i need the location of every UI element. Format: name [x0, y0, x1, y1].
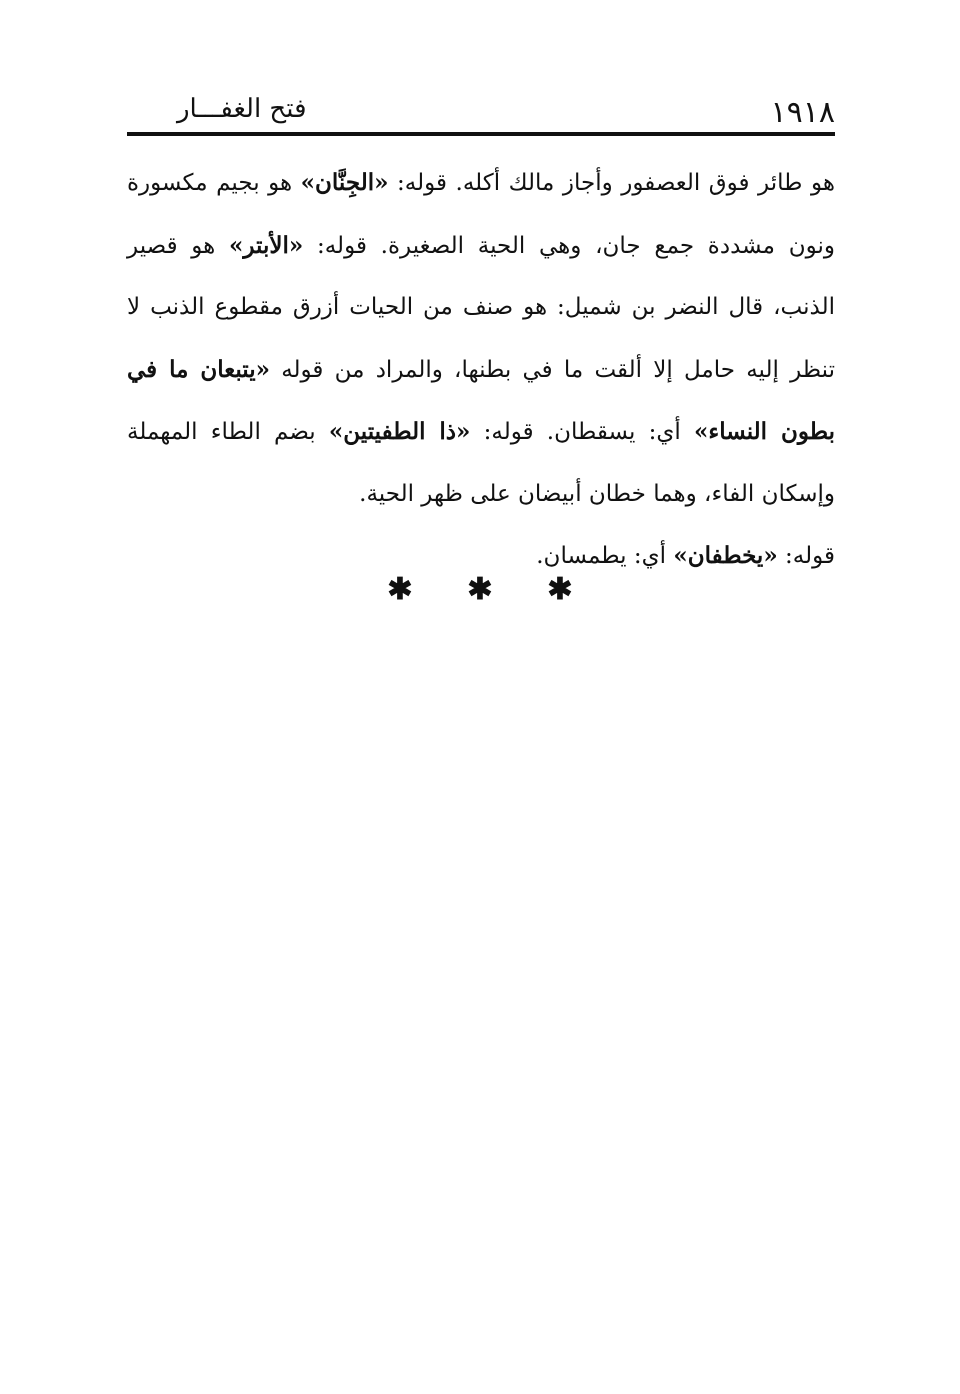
text-segment: أي: يطمسان. [536, 543, 674, 569]
text-segment: أي: يسقطان. قوله: [470, 419, 694, 445]
body-text [127, 152, 835, 588]
paragraph-commentary [127, 152, 835, 525]
quoted-term-abtar: «الأبتر» [228, 231, 304, 259]
section-separator [380, 572, 580, 608]
quoted-term-tufyatayn: «ذا الطفيتين» [328, 418, 471, 445]
asterisk-icon: ✱ [547, 572, 573, 607]
text-segment: هو بجيم مكسورة ونون مشددة جمع جان، وهي الحية الصغيرة. قوله: [127, 170, 835, 259]
page-number: ١٩١٨ [770, 95, 835, 130]
asterisk-icon: ✱ [467, 572, 493, 607]
asterisk-icon: ✱ [387, 572, 413, 607]
text-segment: قوله: [777, 543, 835, 569]
quoted-term-yakhtafan: «يخطفان» [673, 542, 778, 569]
text-segment: بضم الطاء المهملة وإسكان الفاء، وهما خطان أبيضان على ظهر الحية. [127, 419, 835, 507]
page-header [127, 92, 835, 132]
text-segment: هو طائر فوق العصفور وأجاز مالك أكله. قوله: [388, 170, 835, 196]
text-segment: هو قصير الذنب، قال النضر بن شميل: هو صنف من الحيات أزرق مقطوع الذنب لا تنظر إليه حامل إلا ألقت ما في بطنها، والمراد من قوله [127, 232, 835, 383]
quoted-term-jinnan: «الجِنَّان» [300, 169, 389, 196]
quoted-term-yatbaan: «يتبعان ما في بطون النساء» [127, 355, 835, 445]
running-title: فتح الغفـــار [177, 94, 307, 124]
header-rule [127, 132, 835, 136]
